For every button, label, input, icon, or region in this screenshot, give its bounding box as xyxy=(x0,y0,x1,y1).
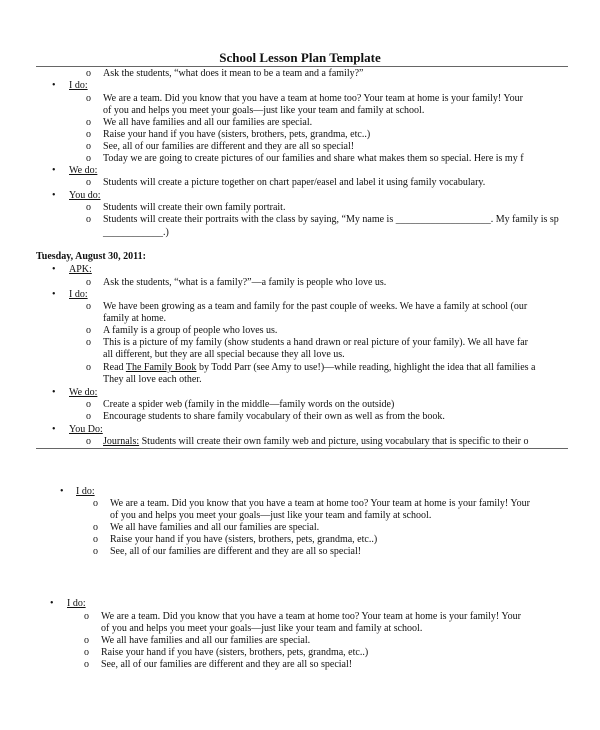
circle-bullet: o xyxy=(86,93,91,104)
circle-bullet: o xyxy=(86,277,91,288)
list-item: Raise your hand if you have (sisters, brothers, pets, grandma, etc..) xyxy=(110,534,378,545)
i-do-heading: I do: xyxy=(67,598,86,609)
list-item: Encourage students to share family vocabulary of their own as well as from the book. xyxy=(103,411,445,422)
list-item: We all have families and all our families are special. xyxy=(103,117,313,128)
disc-bullet: • xyxy=(52,190,56,201)
list-item-continued: all different, but they are all special because they all love us. xyxy=(103,349,345,360)
disc-bullet: • xyxy=(50,598,54,609)
list-item: See, all of our families are different and they are all so special! xyxy=(110,546,362,557)
apk-heading: APK: xyxy=(69,264,92,275)
circle-bullet: o xyxy=(86,436,91,447)
circle-bullet: o xyxy=(86,362,91,373)
list-item: Create a spider web (family in the middle—family words on the outside) xyxy=(103,399,395,410)
circle-bullet: o xyxy=(86,68,91,79)
disc-bullet: • xyxy=(52,165,56,176)
i-do-heading: I do: xyxy=(76,486,95,497)
list-item: Ask the students, “what does it mean to be a team and a family?” xyxy=(103,68,364,79)
we-do-heading: We do: xyxy=(69,165,98,176)
circle-bullet: o xyxy=(86,117,91,128)
journals-label: Journals: xyxy=(103,436,140,447)
circle-bullet: o xyxy=(93,522,98,533)
list-item-continued: family at home. xyxy=(103,313,167,324)
circle-bullet: o xyxy=(86,325,91,336)
date-heading: Tuesday, August 30, 2011: xyxy=(36,251,146,262)
list-item: Students will create their portraits with the class by saying, “My name is ___________________. My family is sp xyxy=(103,214,559,225)
list-item: Today we are going to create pictures of our families and share what makes them so special. Here is my f xyxy=(103,153,524,164)
disc-bullet: • xyxy=(52,424,56,435)
list-item-continued: of you and helps you meet your goals—just like your team and family at school. xyxy=(101,623,423,634)
disc-bullet: • xyxy=(52,80,56,91)
list-item: Students will create a picture together on chart paper/easel and label it using family vocabulary. xyxy=(103,177,486,188)
list-item: See, all of our families are different and they are all so special! xyxy=(101,659,353,670)
list-item: We are a team. Did you know that you have a team at home too? Your team at home is your family! Your xyxy=(103,93,523,104)
list-item: We are a team. Did you know that you have a team at home too? Your team at home is your family! Your xyxy=(101,611,521,622)
circle-bullet: o xyxy=(86,141,91,152)
circle-bullet: o xyxy=(84,611,89,622)
list-item: Raise your hand if you have (sisters, brothers, pets, grandma, etc..) xyxy=(103,129,371,140)
you-do-heading: You Do: xyxy=(69,424,103,435)
circle-bullet: o xyxy=(86,153,91,164)
list-item: Ask the students, “what is a family?”—a family is people who love us. xyxy=(103,277,387,288)
list-item: Journals: Students will create their own family web and picture, using vocabulary that is specific to their o xyxy=(103,436,529,447)
circle-bullet: o xyxy=(93,546,98,557)
list-item: We all have families and all our families are special. xyxy=(101,635,311,646)
list-item: Students will create their own family portrait. xyxy=(103,202,286,213)
circle-bullet: o xyxy=(93,534,98,545)
list-item: A family is a group of people who loves us. xyxy=(103,325,278,336)
list-item: See, all of our families are different and they are all so special! xyxy=(103,141,355,152)
list-item: We all have families and all our families are special. xyxy=(110,522,320,533)
list-item: This is a picture of my family (show students a hand drawn or real picture of your family). We all have far xyxy=(103,337,528,348)
list-item-continued: They all love each other. xyxy=(103,374,202,385)
circle-bullet: o xyxy=(86,214,91,225)
circle-bullet: o xyxy=(86,411,91,422)
i-do-heading: I do: xyxy=(69,289,88,300)
section-rule xyxy=(36,448,568,449)
you-do-heading: You do: xyxy=(69,190,101,201)
title-rule xyxy=(36,66,568,67)
disc-bullet: • xyxy=(52,289,56,300)
circle-bullet: o xyxy=(84,659,89,670)
disc-bullet: • xyxy=(52,264,56,275)
list-item: We are a team. Did you know that you have a team at home too? Your team at home is your family! Your xyxy=(110,498,530,509)
disc-bullet: • xyxy=(60,486,64,497)
page-title: School Lesson Plan Template xyxy=(219,50,381,65)
list-item: Raise your hand if you have (sisters, brothers, pets, grandma, etc..) xyxy=(101,647,369,658)
list-item-continued: ____________.) xyxy=(103,227,169,238)
list-item-continued: of you and helps you meet your goals—just like your team and family at school. xyxy=(110,510,432,521)
disc-bullet: • xyxy=(52,387,56,398)
book-title: The Family Book xyxy=(125,362,197,373)
list-item: We have been growing as a team and family for the past couple of weeks. We have a family at school (our xyxy=(103,301,528,312)
we-do-heading: We do: xyxy=(69,387,98,398)
circle-bullet: o xyxy=(84,635,89,646)
circle-bullet: o xyxy=(86,337,91,348)
list-item: Read The Family Book by Todd Parr (see Amy to use!)—while reading, highlight the idea that all families a xyxy=(103,362,536,373)
list-item-continued: of you and helps you meet your goals—just like your team and family at school. xyxy=(103,105,425,116)
circle-bullet: o xyxy=(86,129,91,140)
circle-bullet: o xyxy=(84,647,89,658)
circle-bullet: o xyxy=(86,399,91,410)
circle-bullet: o xyxy=(86,202,91,213)
circle-bullet: o xyxy=(86,177,91,188)
circle-bullet: o xyxy=(93,498,98,509)
i-do-heading: I do: xyxy=(69,80,88,91)
circle-bullet: o xyxy=(86,301,91,312)
